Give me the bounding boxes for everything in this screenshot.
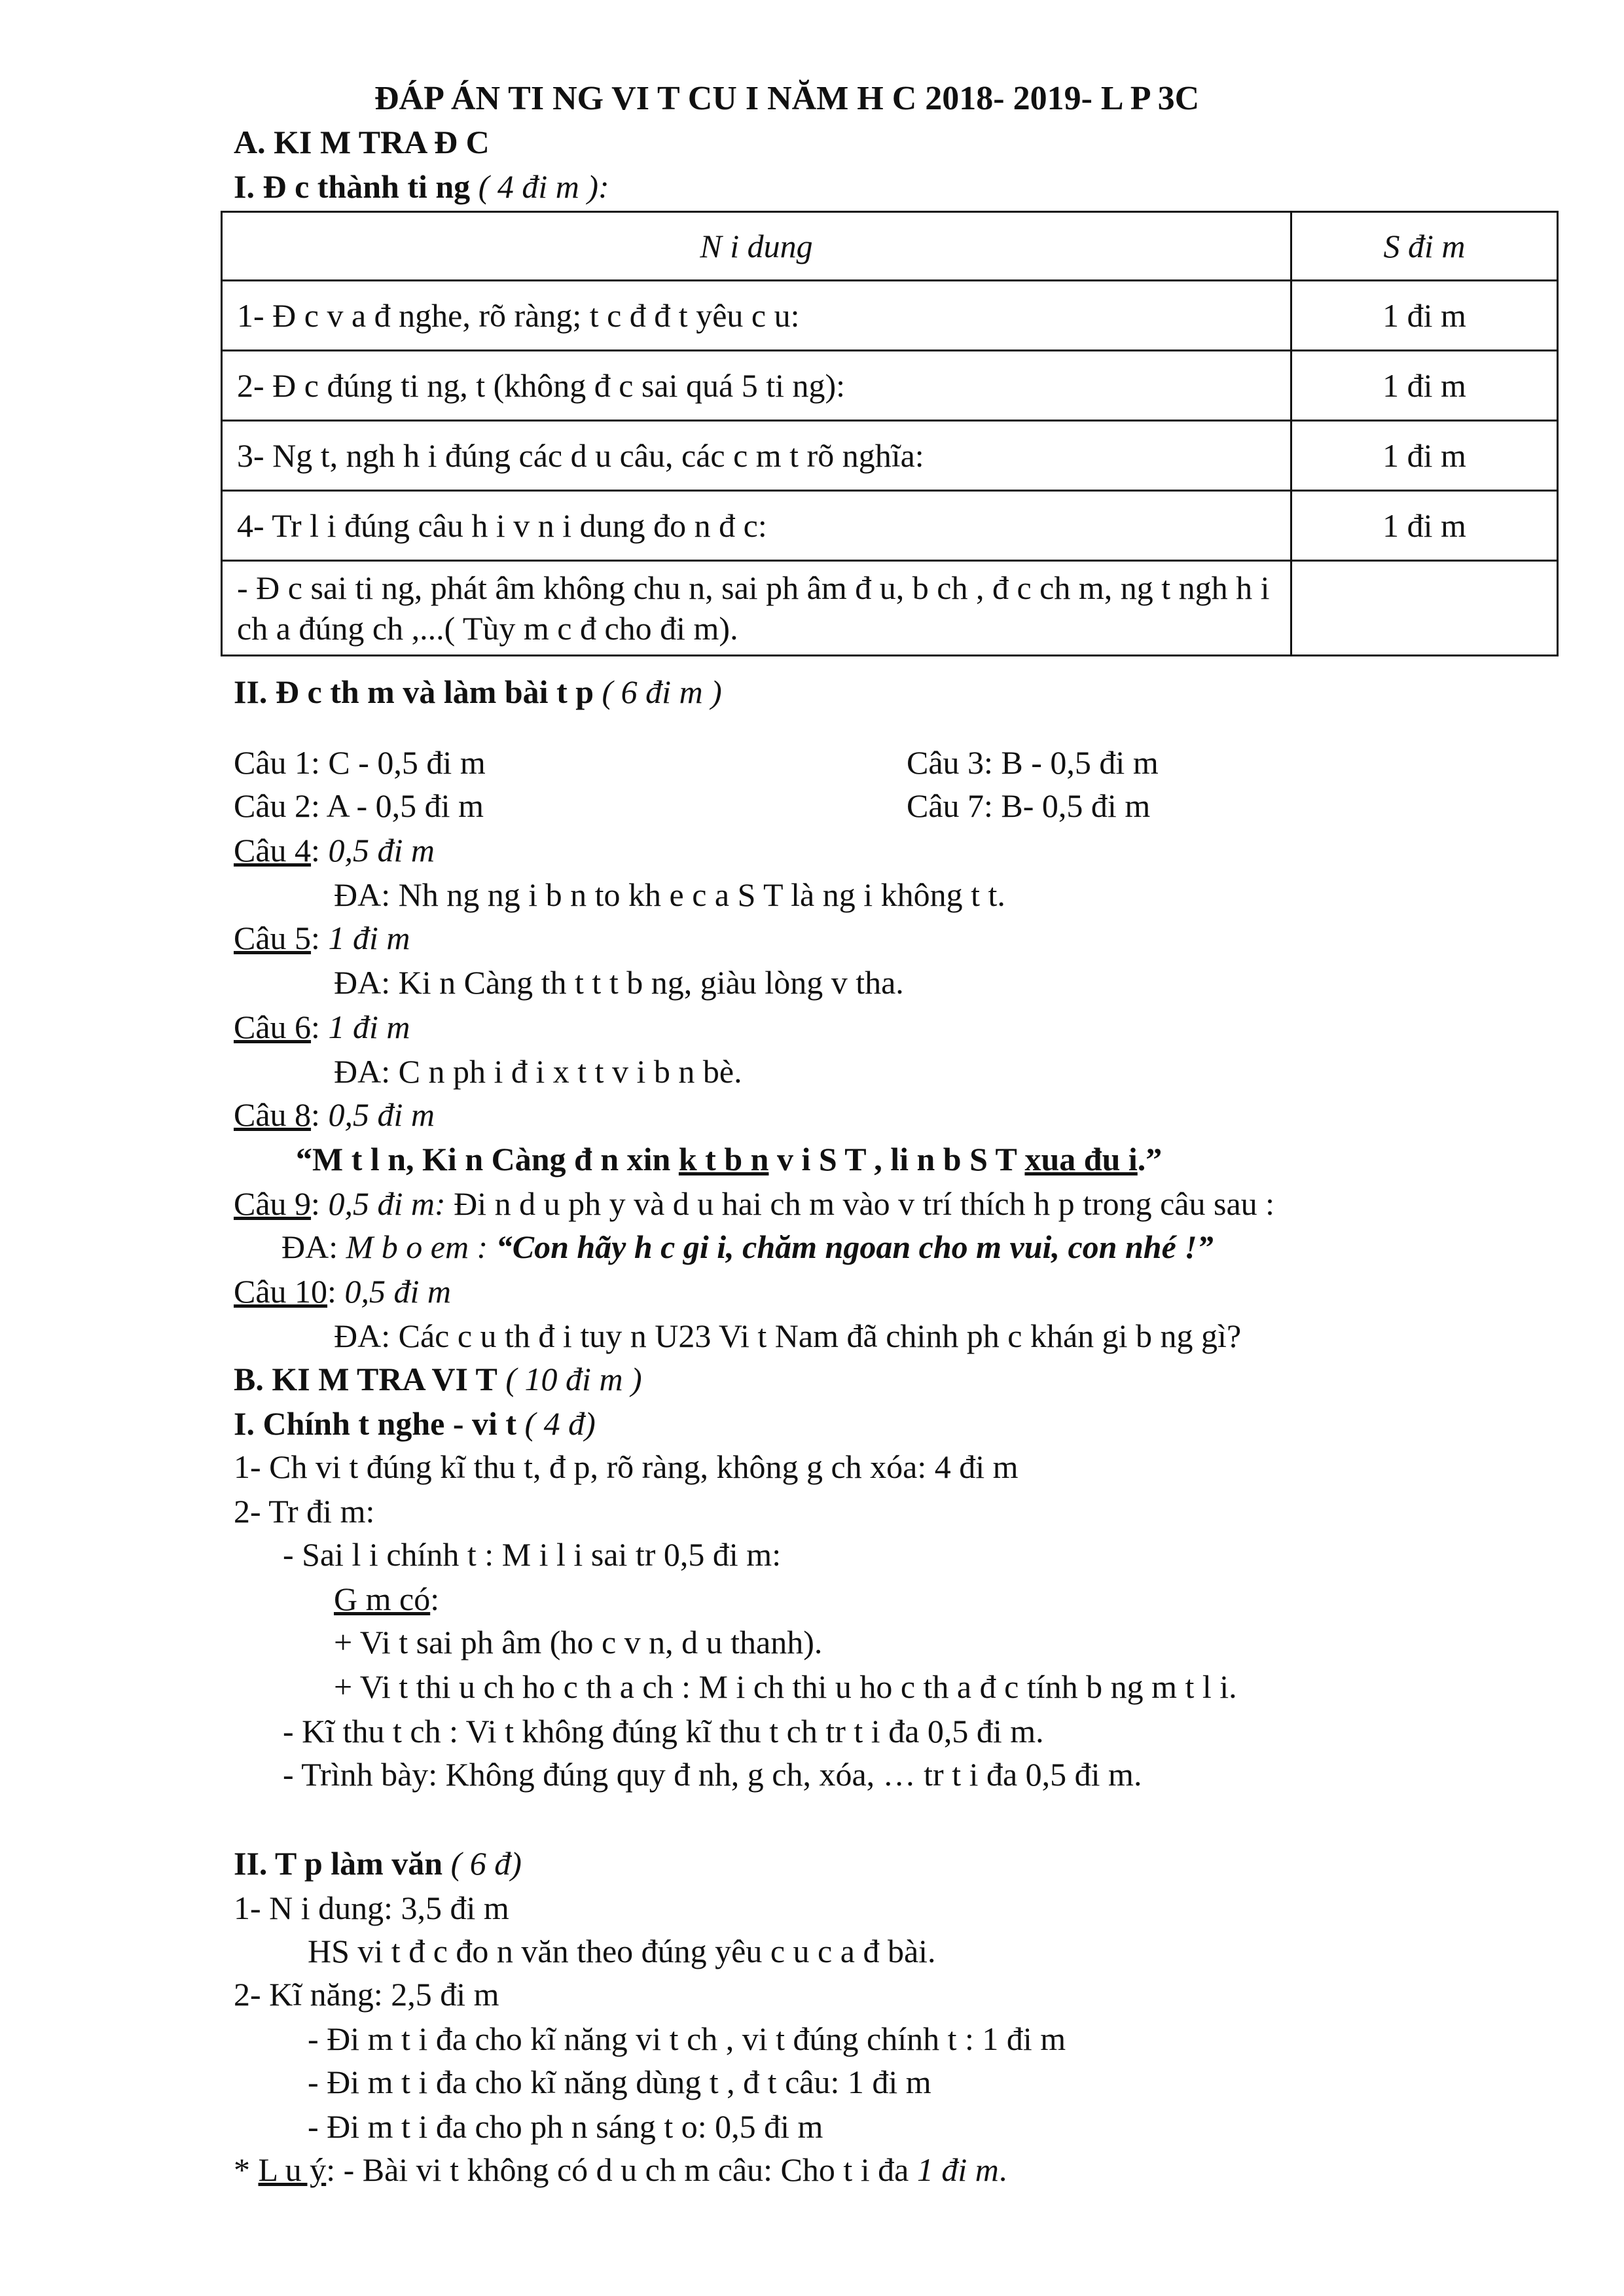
spelling-points: ( 4 đ) xyxy=(524,1405,596,1442)
table-row xyxy=(222,351,1558,421)
section-a-heading: A. KI M TRA Đ C xyxy=(234,124,490,160)
question-9-text: Đi n d u ph y và d u hai ch m vào v trí thích h p trong câu sau : xyxy=(445,1185,1275,1222)
row-content: - Đ c sai ti ng, phát âm không chu n, sai ph âm đ u, b ch , đ c ch m, ng t ngh h i ch a đúng ch ,...( Tùy m c đ cho đi m). xyxy=(222,561,1291,656)
row-content: 2- Đ c đúng ti ng, t (không đ c sai quá 5 ti ng): xyxy=(222,351,1291,421)
spelling-line: - Sai l i chính t : M i l i sai tr 0,5 đi m: xyxy=(283,1536,782,1573)
spelling-line: 2- Tr đi m: xyxy=(234,1493,375,1530)
question-1: Câu 1: C - 0,5 đi m xyxy=(234,744,486,781)
q9-answer-intro: M b o em : xyxy=(346,1229,496,1265)
question-5: Câu 5: 1 đi m xyxy=(234,920,410,956)
question-10-label: Câu 10 xyxy=(234,1273,328,1310)
note-points: 1 đi m xyxy=(916,2151,999,2188)
question-3: Câu 3: B - 0,5 đi m xyxy=(907,744,1159,781)
table-row xyxy=(222,281,1558,351)
question-8-label: Câu 8 xyxy=(234,1096,312,1133)
table-row xyxy=(222,421,1558,491)
question-4-label: Câu 4 xyxy=(234,832,312,869)
spelling-line: + Vi t sai ph âm (ho c v n, d u thanh). xyxy=(334,1624,823,1660)
row-content: 3- Ng t, ngh h i đúng các d u câu, các c m t rõ nghĩa: xyxy=(222,421,1291,491)
question-8: Câu 8: 0,5 đi m xyxy=(234,1096,435,1133)
q8-answer-part: “M t l n, Ki n Càng đ n xin xyxy=(296,1141,679,1177)
question-9-answer xyxy=(281,1227,1214,1267)
composition-line: - Đi m t i đa cho kĩ năng dùng t , đ t câu: 1 đi m xyxy=(308,2064,931,2100)
composition-points: ( 6 đ) xyxy=(450,1845,522,1882)
note-label: L u ý xyxy=(258,2151,327,2188)
note-text: - Bài vi t không có d u ch m câu: Cho t i đa xyxy=(335,2151,917,2188)
question-2: Câu 2: A - 0,5 đi m xyxy=(234,787,484,824)
question-9-score: 0,5 đi m: xyxy=(328,1185,446,1222)
q8-answer-part: v i S T , li n b S T xyxy=(768,1141,1025,1177)
question-4-answer: ĐA: Nh ng ng i b n to kh e c a S T là ng i không t t. xyxy=(334,876,1005,913)
question-4-score: 0,5 đi m xyxy=(328,832,435,869)
question-6-answer: ĐA: C n ph i đ i x t t v i b n bè. xyxy=(334,1053,742,1090)
table-row xyxy=(222,561,1558,656)
table-row xyxy=(222,491,1558,561)
section-b-points: ( 10 đi m ) xyxy=(505,1361,642,1397)
question-6-label: Câu 6 xyxy=(234,1009,312,1045)
spelling-line: + Vi t thi u ch ho c th a ch : M i ch thi u ho c th a đ c tính b ng m t l i. xyxy=(334,1668,1237,1705)
part2-label: II. Đ c th m và làm bài t p xyxy=(234,673,594,710)
spelling-line: - Trình bày: Không đúng quy đ nh, g ch, xóa, … tr t i đa 0,5 đi m. xyxy=(283,1756,1142,1793)
section-b-heading xyxy=(234,1359,642,1399)
q9-answer-prefix: ĐA: xyxy=(281,1229,346,1265)
column-header-content: N i dung xyxy=(222,212,1291,281)
question-10: Câu 10: 0,5 đi m xyxy=(234,1273,451,1310)
question-9-label: Câu 9 xyxy=(234,1185,312,1222)
question-8-answer xyxy=(296,1139,1162,1179)
part2-heading xyxy=(234,672,722,712)
spelling-line: 1- Ch vi t đúng kĩ thu t, đ p, rõ ràng, không g ch xóa: 4 đi m xyxy=(234,1448,1019,1485)
row-score xyxy=(1291,561,1558,656)
note-end: . xyxy=(998,2151,1007,2188)
part1-label: I. Đ c thành ti ng xyxy=(234,168,471,205)
question-10-score: 0,5 đi m xyxy=(344,1273,451,1310)
reading-score-table xyxy=(221,211,1559,656)
row-content: 4- Tr l i đúng câu h i v n i dung đo n đ c: xyxy=(222,491,1291,561)
includes-colon: : xyxy=(430,1581,440,1617)
question-5-score: 1 đi m xyxy=(328,920,410,956)
row-score: 1 đi m xyxy=(1291,491,1558,561)
question-5-label: Câu 5 xyxy=(234,920,312,956)
spelling-heading xyxy=(234,1403,596,1444)
part1-heading xyxy=(234,166,609,207)
section-b-label: B. KI M TRA VI T xyxy=(234,1361,497,1397)
composition-line: - Đi m t i đa cho kĩ năng vi t ch , vi t đúng chính t : 1 đi m xyxy=(308,2020,1066,2057)
composition-line: 1- N i dung: 3,5 đi m xyxy=(234,1890,509,1926)
note-star: * xyxy=(234,2151,259,2188)
question-10-answer: ĐA: Các c u th đ i tuy n U23 Vi t Nam đã chinh ph c khán gi b ng gì? xyxy=(334,1318,1242,1354)
row-score: 1 đi m xyxy=(1291,351,1558,421)
q9-answer-quote: “Con hãy h c gi i, chăm ngoan cho m vui, con nhé !” xyxy=(496,1229,1214,1265)
question-9: Câu 9: 0,5 đi m: Đi n d u ph y và d u hai ch m vào v trí thích h p trong câu sau : xyxy=(234,1185,1275,1222)
note-colon: : xyxy=(326,2151,336,2188)
question-6-score: 1 đi m xyxy=(328,1009,410,1045)
part2-points: ( 6 đi m ) xyxy=(602,673,722,710)
spelling-line: - Kĩ thu t ch : Vi t không đúng kĩ thu t ch tr t i đa 0,5 đi m. xyxy=(283,1713,1044,1749)
composition-line: 2- Kĩ năng: 2,5 đi m xyxy=(234,1976,499,2013)
composition-label: II. T p làm văn xyxy=(234,1845,443,1882)
question-5-answer: ĐA: Ki n Càng th t t t b ng, giàu lòng v tha. xyxy=(334,964,904,1001)
part1-points: ( 4 đi m ): xyxy=(478,168,609,205)
note-line xyxy=(234,2149,1007,2190)
composition-heading xyxy=(234,1843,522,1884)
column-header-score: S đi m xyxy=(1291,212,1558,281)
composition-line: - Đi m t i đa cho ph n sáng t o: 0,5 đi m xyxy=(308,2108,823,2145)
page-title: ĐÁP ÁN TI NG VI T CU I NĂM H C 2018- 2019- L P 3C xyxy=(374,80,1200,117)
q8-underlined-phrase: xua đu i xyxy=(1024,1141,1138,1177)
question-4: Câu 4: 0,5 đi m xyxy=(234,832,435,869)
question-7: Câu 7: B- 0,5 đi m xyxy=(907,787,1151,824)
includes-label: G m có xyxy=(334,1581,431,1617)
question-6: Câu 6: 1 đi m xyxy=(234,1009,410,1045)
row-score: 1 đi m xyxy=(1291,281,1558,351)
table-header-row xyxy=(222,212,1558,281)
row-content: 1- Đ c v a đ nghe, rõ ràng; t c đ đ t yêu c u: xyxy=(222,281,1291,351)
q8-answer-part: .” xyxy=(1137,1141,1163,1177)
composition-line: HS vi t đ c đo n văn theo đúng yêu c u c a đ bài. xyxy=(308,1933,936,1969)
row-score: 1 đi m xyxy=(1291,421,1558,491)
spelling-line xyxy=(334,1579,439,1619)
q8-underlined-phrase: k t b n xyxy=(678,1141,769,1177)
spelling-label: I. Chính t nghe - vi t xyxy=(234,1405,517,1442)
question-8-score: 0,5 đi m xyxy=(328,1096,435,1133)
